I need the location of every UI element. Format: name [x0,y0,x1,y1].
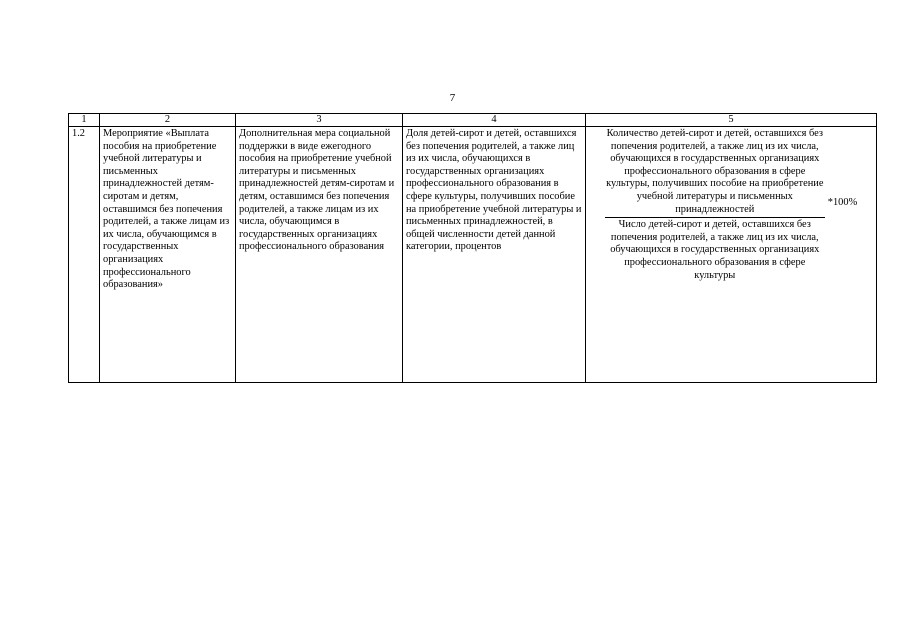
support-measure: Дополнительная мера социальной поддержки в виде ежегодного пособия на приобретение учебной литературы и письменных принадлежностей детям-сиротам и детям, оставшимся без попечения родителей, а также лицам из их числа, обучающимся в государственных организациях профессионального образования [236,127,403,383]
formula-cell [586,127,877,383]
page-number: 7 [449,92,456,104]
header-col-5: 5 [586,114,877,127]
indicator-table [68,113,877,383]
header-col-4: 4 [403,114,586,127]
fraction-bar [605,217,825,218]
formula-multiplier: *100% [827,196,858,208]
fraction [605,128,825,282]
indicator-description: Доля детей-сирот и детей, оставшихся без попечения родителей, а также лиц из их числа, обучающихся в государственных организациях профессионального образования в сфере культуры, получивших пособие на приобретение учебной литературы и письменных принадлежностей, в общей численности детей данной категории, процентов [403,127,586,383]
header-col-3: 3 [236,114,403,127]
table-header-row [69,114,877,127]
formula [589,128,873,282]
formula-denominator: Число детей-сирот и детей, оставшихся без попечения родителей, а также лиц из их числа, обучающихся в государственных организациях профессионального образования в сфере культуры [610,219,820,281]
header-col-1: 1 [69,114,100,127]
formula-numerator: Количество детей-сирот и детей, оставшихся без попечения родителей, а также лиц из их числа, обучающихся в государственных организациях профессионального образования в сфере культуры, получивших пособие на приобретение учебной литературы и письменных принадлежностей [606,128,824,215]
table-row [69,127,877,383]
header-col-2: 2 [100,114,236,127]
row-number: 1.2 [69,127,100,383]
event-description: Мероприятие «Выплата пособия на приобретение учебной литературы и письменных принадлежностей детям-сиротам и детям, оставшимся без попечения родителей, а также лицам из их числа, обучающимся в государственных организациях профессионального образования» [100,127,236,383]
